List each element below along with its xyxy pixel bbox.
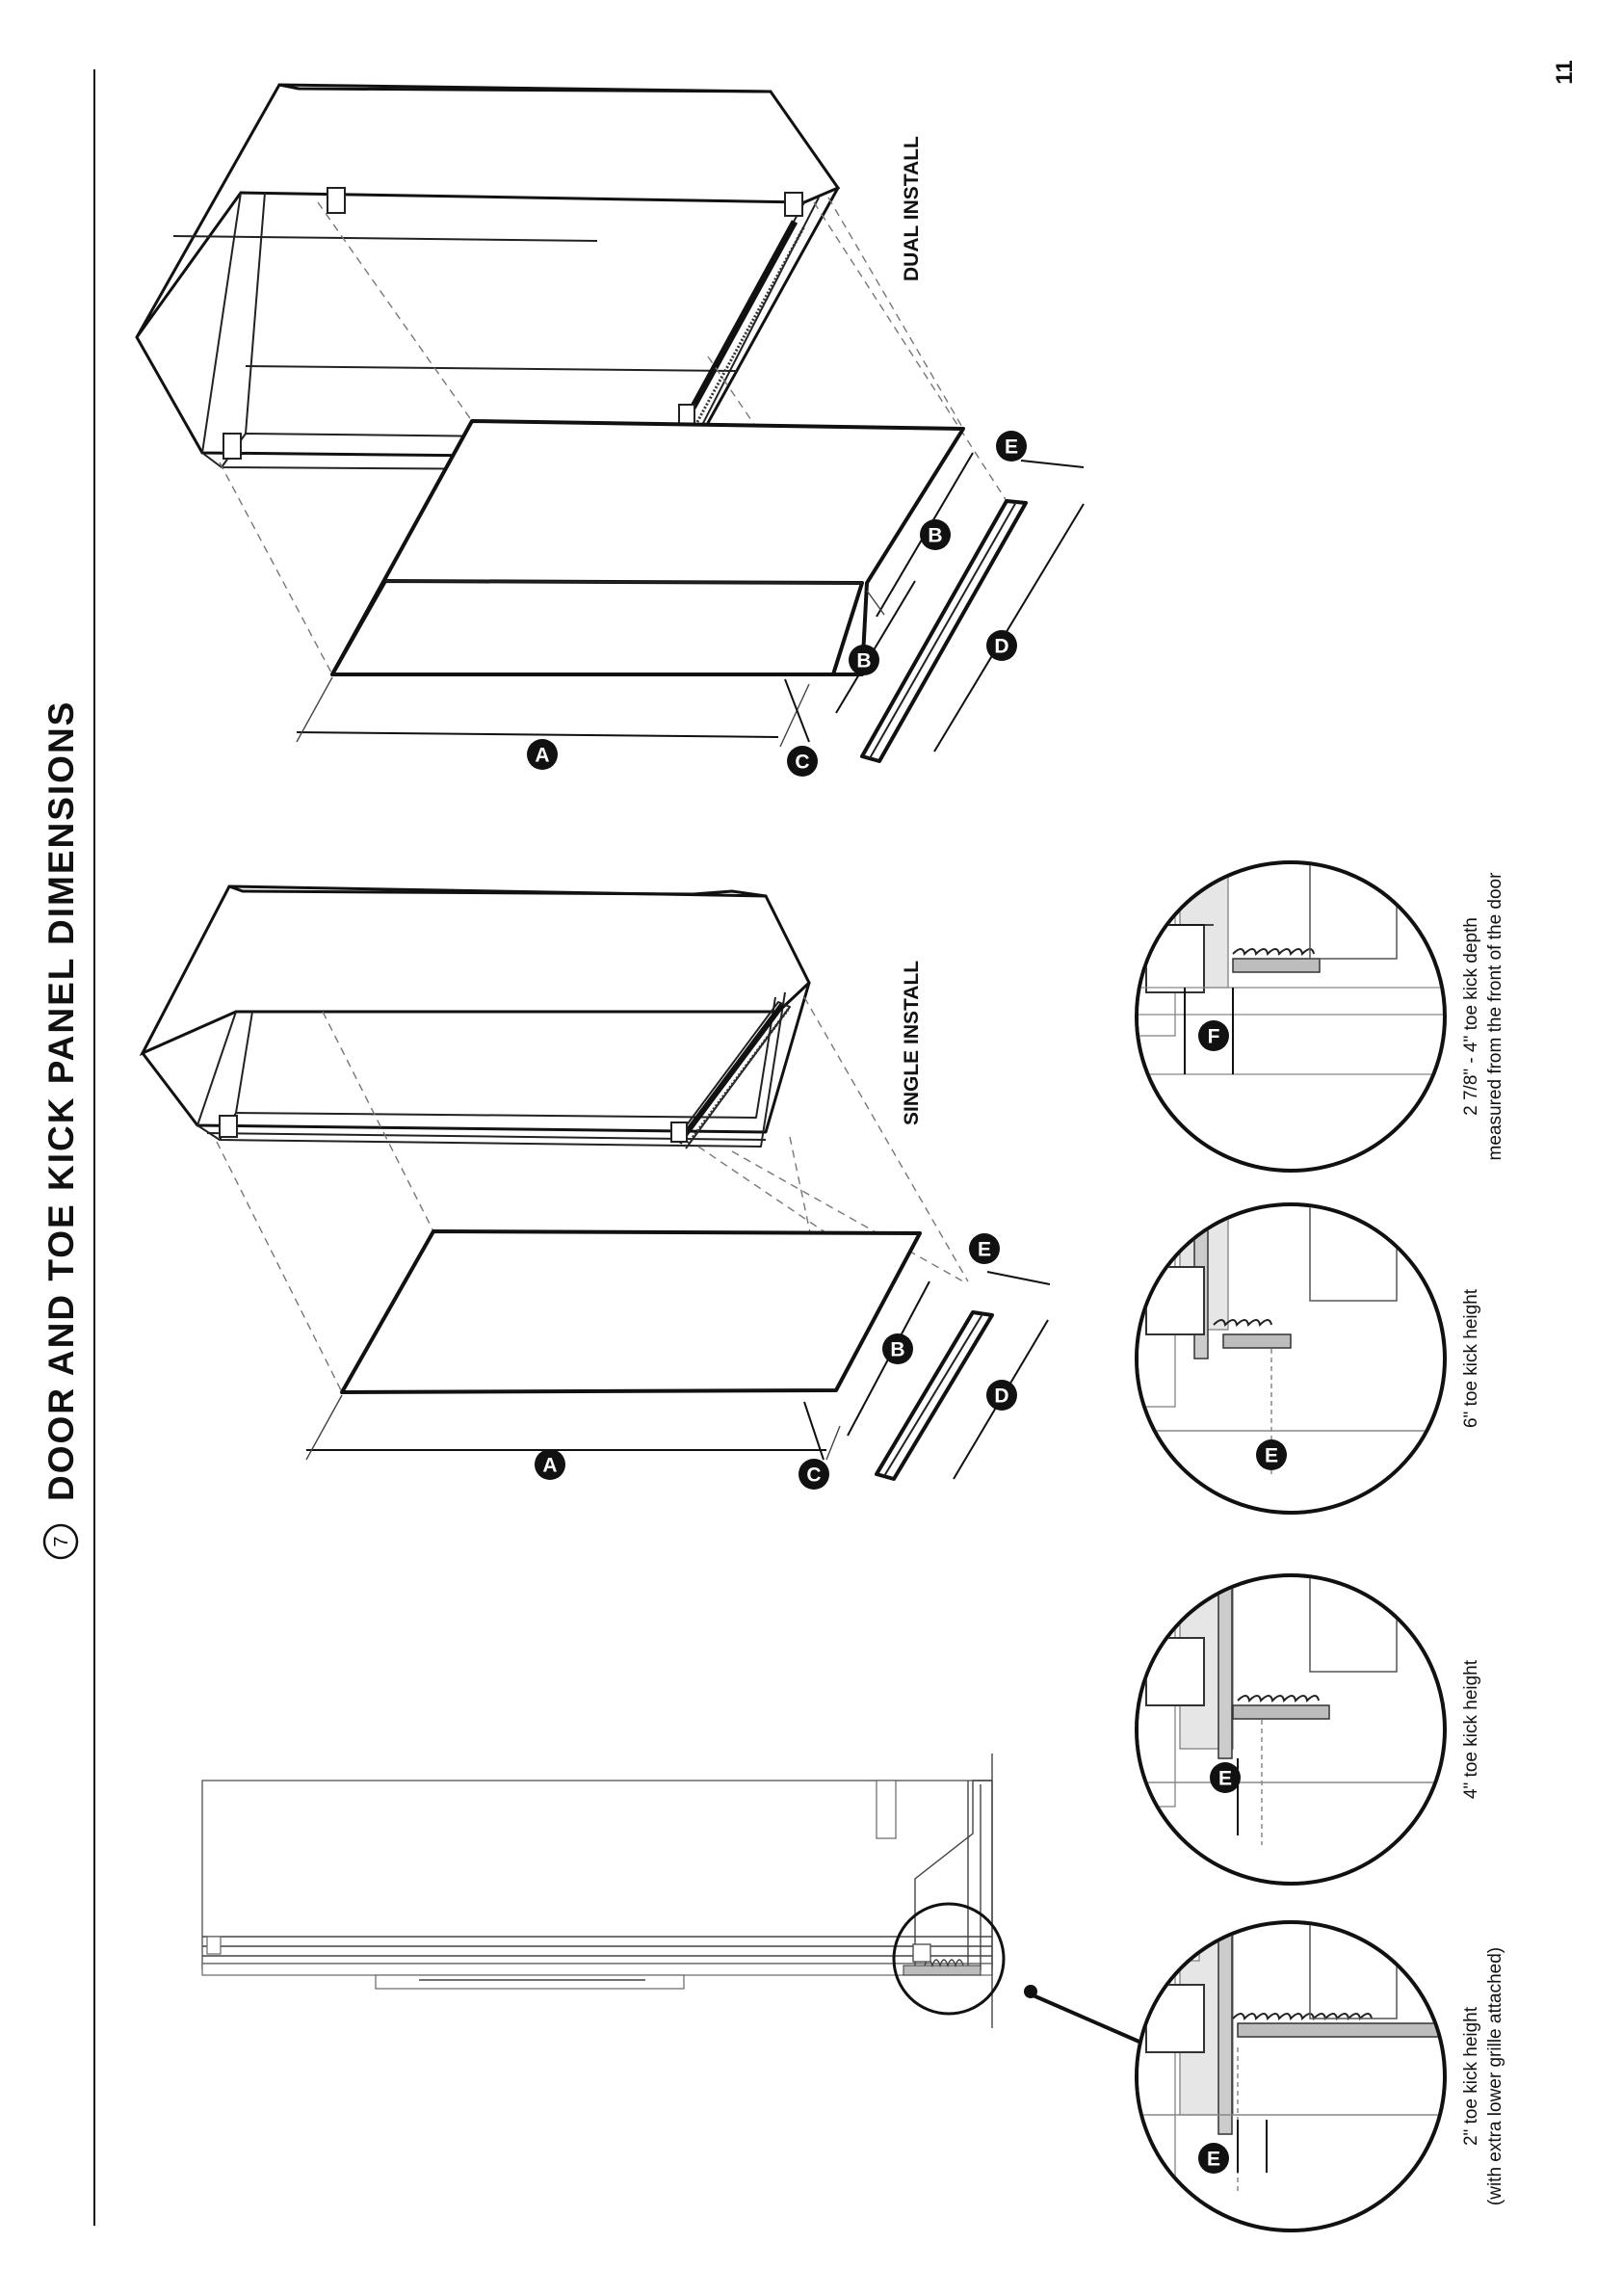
detail-4in-badge	[1210, 1762, 1241, 1793]
page-number: 11	[1552, 60, 1578, 85]
svg-text:A: A	[535, 744, 550, 767]
dual-cabinet-illustration	[137, 85, 838, 470]
section-heading	[41, 700, 81, 1558]
single-cabinet-illustration	[143, 886, 809, 1148]
dual-install-label: DUAL INSTALL	[901, 136, 923, 281]
detail-toe-kick-depth	[1137, 843, 1445, 1171]
dual-door-panels	[332, 421, 963, 674]
detail-captions	[1461, 872, 1505, 2205]
caption-2in-line2: (with extra lower grille attached)	[1485, 1946, 1505, 2206]
dual-badge-a	[527, 739, 558, 770]
svg-text:E: E	[1004, 435, 1019, 459]
detail-2in-badge	[1198, 2143, 1229, 2174]
side-view-illustration	[202, 1754, 992, 2028]
detail-6in-toe-kick	[1137, 1185, 1445, 1513]
detail-circles	[1137, 843, 1450, 2230]
single-door-panel	[342, 1231, 920, 1392]
caption-4in-line1: 4" toe kick height	[1461, 1659, 1481, 1800]
svg-text:B: B	[890, 1338, 905, 1361]
svg-text:B: B	[928, 524, 943, 547]
svg-text:E: E	[977, 1238, 992, 1261]
caption-6in-line1: 6" toe kick height	[1461, 1288, 1481, 1429]
section-title: DOOR AND TOE KICK PANEL DIMENSIONS	[41, 699, 81, 1501]
detail-6in-badge	[1256, 1439, 1287, 1470]
dual-badge-b2	[920, 519, 951, 550]
caption-2in-line1: 2" toe kick height	[1461, 2006, 1481, 2147]
dual-install-diagram	[137, 85, 1084, 777]
svg-text:C: C	[806, 1464, 822, 1487]
detail-2in-toe-kick	[1137, 1903, 1450, 2230]
dual-badge-b1	[849, 645, 879, 675]
single-install-label: SINGLE INSTALL	[901, 960, 923, 1125]
dual-badge-c	[787, 746, 818, 777]
svg-text:F: F	[1207, 1025, 1220, 1048]
single-badge-c	[798, 1459, 829, 1490]
svg-text:E: E	[1217, 1767, 1233, 1790]
svg-text:A: A	[542, 1454, 558, 1477]
step-number: 7	[51, 1536, 72, 1547]
svg-text:D: D	[994, 635, 1009, 658]
caption-depth-line2: measured from the front of the door	[1485, 872, 1505, 1161]
single-badge-d	[986, 1380, 1017, 1411]
single-install-diagram	[143, 886, 1050, 1490]
svg-text:E: E	[1206, 2148, 1221, 2171]
svg-text:B: B	[856, 649, 872, 673]
svg-text:C: C	[795, 751, 810, 774]
single-badge-b	[882, 1333, 913, 1364]
caption-depth-line1: 2 7/8" - 4" toe kick depth	[1461, 917, 1481, 1116]
dual-badge-d	[986, 630, 1017, 661]
dual-badge-e	[996, 431, 1027, 462]
svg-text:D: D	[994, 1385, 1009, 1408]
single-badge-a	[535, 1449, 565, 1480]
single-badge-e	[969, 1233, 1000, 1264]
svg-text:E: E	[1264, 1444, 1279, 1467]
detail-depth-badge	[1198, 1020, 1229, 1051]
detail-4in-toe-kick	[1137, 1556, 1445, 1884]
